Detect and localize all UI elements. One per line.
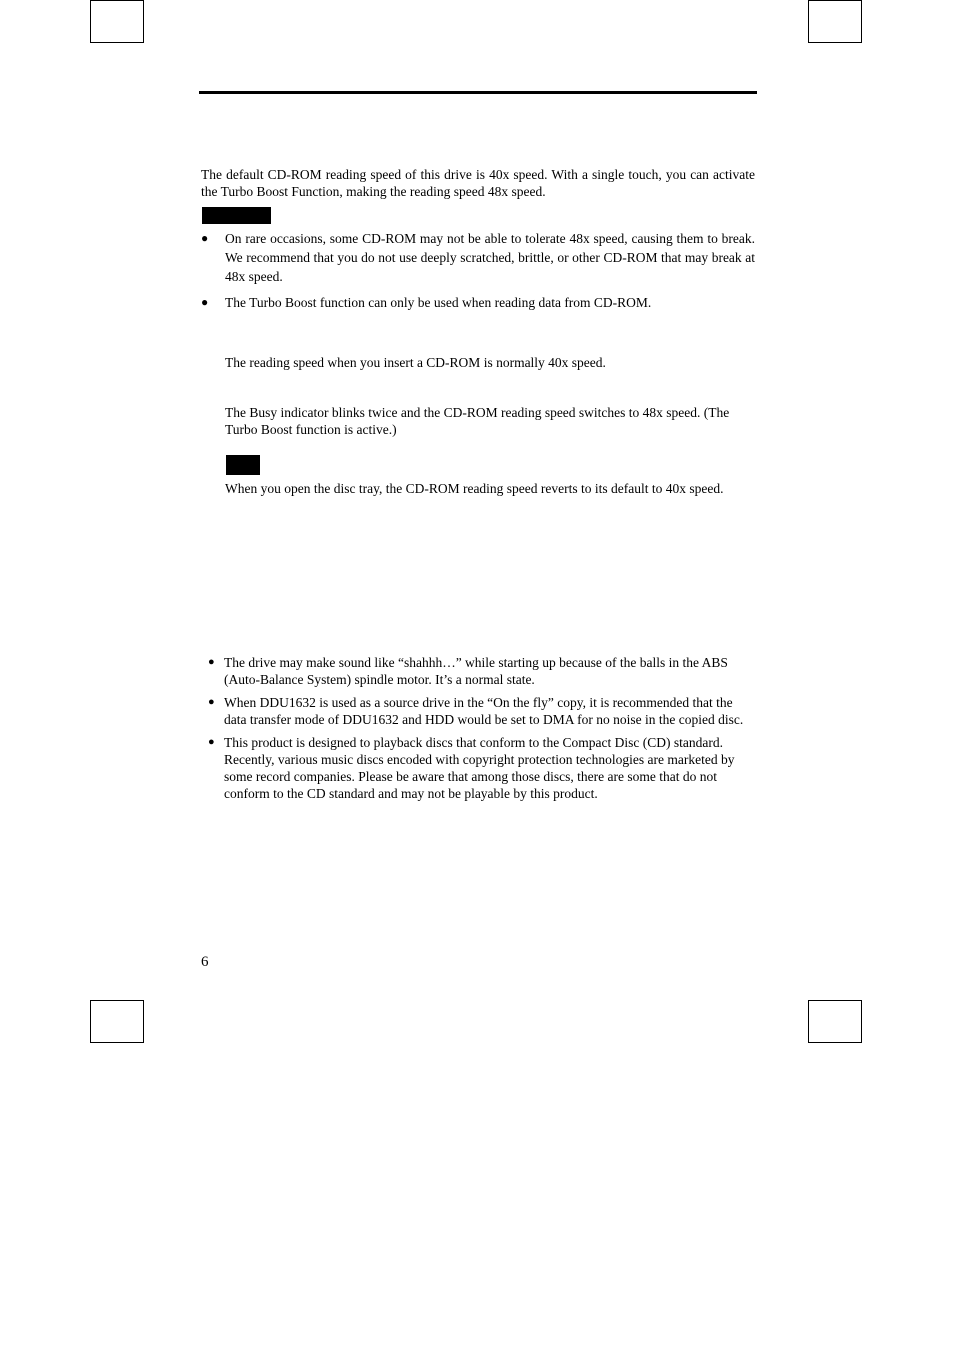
list-item <box>208 694 756 728</box>
notes-list <box>208 654 756 802</box>
crop-mark-top-right <box>808 0 862 43</box>
caution-list <box>201 229 755 312</box>
intro-paragraph: The default CD-ROM reading speed of this drive is 40x speed. With a single touch, you can activate the Turbo Boost Function, making the reading speed 48x speed. <box>201 167 755 199</box>
list-item <box>201 293 755 312</box>
step-1-text: The reading speed when you insert a CD-ROM is normally 40x speed. <box>225 355 606 370</box>
crop-mark-bottom-right <box>808 1000 862 1043</box>
notes-text: This product is designed to playback discs that conform to the Compact Disc (CD) standard. Recently, various music discs encoded with copyright protection technologies are marketed by some record companies. Please be aware that among those discs, there are some that do not conform to the CD standard and may not be playable by this product. <box>224 735 735 801</box>
crop-mark-bottom-left <box>90 1000 144 1043</box>
notes-text: The drive may make sound like “shahhh…” while starting up because of the balls in the ABS (Auto-Balance System) spindle motor. It’s a normal state. <box>224 655 728 687</box>
list-item <box>201 229 755 286</box>
bullet-icon: ● <box>208 696 215 708</box>
step-2-text: The Busy indicator blinks twice and the CD-ROM reading speed switches to 48x speed. (The Turbo Boost function is active.) <box>225 405 730 437</box>
bullet-icon: ● <box>201 231 209 245</box>
list-item <box>208 734 756 802</box>
bullet-icon: ● <box>208 656 215 668</box>
notes-text: When DDU1632 is used as a source drive in the “On the fly” copy, it is recommended that the data transfer mode of DDU1632 and HDD would be set to DMA for no noise in the copied disc. <box>224 695 744 727</box>
note-label-box <box>226 455 260 475</box>
caution-text: The Turbo Boost function can only be used when reading data from CD-ROM. <box>225 295 652 310</box>
page-number: 6 <box>201 954 209 970</box>
caution-label-box <box>202 207 271 224</box>
note-text: When you open the disc tray, the CD-ROM reading speed reverts to its default to 40x speed. <box>225 481 724 496</box>
bullet-icon: ● <box>208 736 215 748</box>
crop-mark-top-left <box>90 0 144 43</box>
list-item <box>208 654 756 688</box>
caution-text: On rare occasions, some CD-ROM may not be able to tolerate 48x speed, causing them to break. We recommend that you do not use deeply scratched, brittle, or other CD-ROM that may break at 48x speed. <box>225 231 755 284</box>
header-rule <box>199 91 757 94</box>
bullet-icon: ● <box>201 295 209 309</box>
